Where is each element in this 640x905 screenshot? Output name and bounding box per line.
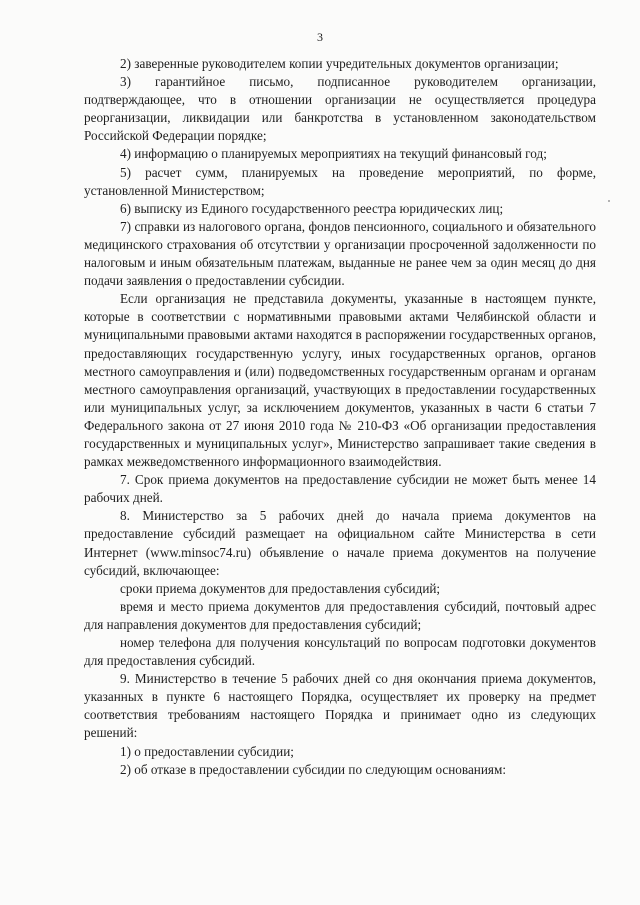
paragraph-item-2: 2) заверенные руководителем копии учредительных документов организации; xyxy=(120,56,559,71)
paragraph-decision-2: 2) об отказе в предоставлении субсидии по следующим основаниям: xyxy=(120,761,506,777)
paragraph-item-3: 3) гарантийное письмо, подписанное руководителем организации, подтверждающее, что в отношении организации не осуществляется процедура реорганизации, ликвидации или банкротства в установленном законодательством Российской Федерации порядке; xyxy=(84,74,596,144)
paragraph-item-7: 7) справки из налогового органа, фондов пенсионного, социального и обязательного медицинского страхования об отсутствии у организации просроченной задолженности по налоговым и иным обязательным платежам, выданные не ранее чем за один месяц до дня подачи заявления о предоставлении субсидии. xyxy=(84,218,596,289)
paragraph-section-7: 7. Срок приема документов на предоставление субсидии не может быть менее 14 рабочих дней. xyxy=(84,472,596,506)
paragraph-decision-1: 1) о предоставлении субсидии; xyxy=(120,743,294,759)
body-text xyxy=(84,55,596,779)
paragraph-phone: номер телефона для получения консультаций по вопросам подготовки документов для предоставления субсидий. xyxy=(84,635,596,669)
paragraph-item-5: 5) расчет сумм, планируемых на проведение мероприятий, по форме, установленной Министерством; xyxy=(84,164,596,198)
paragraph-section-8: 8. Министерство за 5 рабочих дней до начала приема документов на предоставление субсидий размещает на официальном сайте Министерства в сети Интернет (www.minsoc74.ru) объявление о начале приема документов на получение субсидий, включающее: xyxy=(84,508,596,578)
paragraph-item-6: 6) выписку из Единого государственного реестра юридических лиц; xyxy=(120,200,504,216)
paragraph-section-9: 9. Министерство в течение 5 рабочих дней со дня окончания приема документов, указанных в пункте 6 настоящего Порядка, осуществляет их проверку на предмет соответствия требованиям настоящего Порядка и принимает одно из следующих решений: xyxy=(84,671,596,741)
paragraph-item-4: 4) информацию о планируемых мероприятиях на текущий финансовый год; xyxy=(120,146,547,162)
page-number: 3 xyxy=(317,30,323,44)
scan-speck xyxy=(608,200,610,202)
paragraph-interagency-request: Если организация не представила документы, указанные в настоящем пункте, которые в соответствии с нормативными правовыми актами Челябинской области и муниципальными правовыми актами находятся в распоряжении государственных органов, предоставляющих государственную услугу, иных государственных органов, органов местного самоуправления и (или) подведомственных государственным органам и органам местного самоуправления организаций, участвующих в предоставлении государственных или муниципальных услуг, за исключением документов, указанных в части 6 статьи 7 Федерального закона от 27 июня 2010 года № 210-ФЗ «Об организации предоставления государственных и муниципальных услуг», Министерство запрашивает такие сведения в рамках межведомственного информационного взаимодействия. xyxy=(84,291,596,470)
paragraph-deadlines: сроки приема документов для предоставления субсидий; xyxy=(120,580,441,596)
paragraph-time-place: время и место приема документов для предоставления субсидий, почтовый адрес для направления документов для предоставления субсидий; xyxy=(84,598,596,632)
